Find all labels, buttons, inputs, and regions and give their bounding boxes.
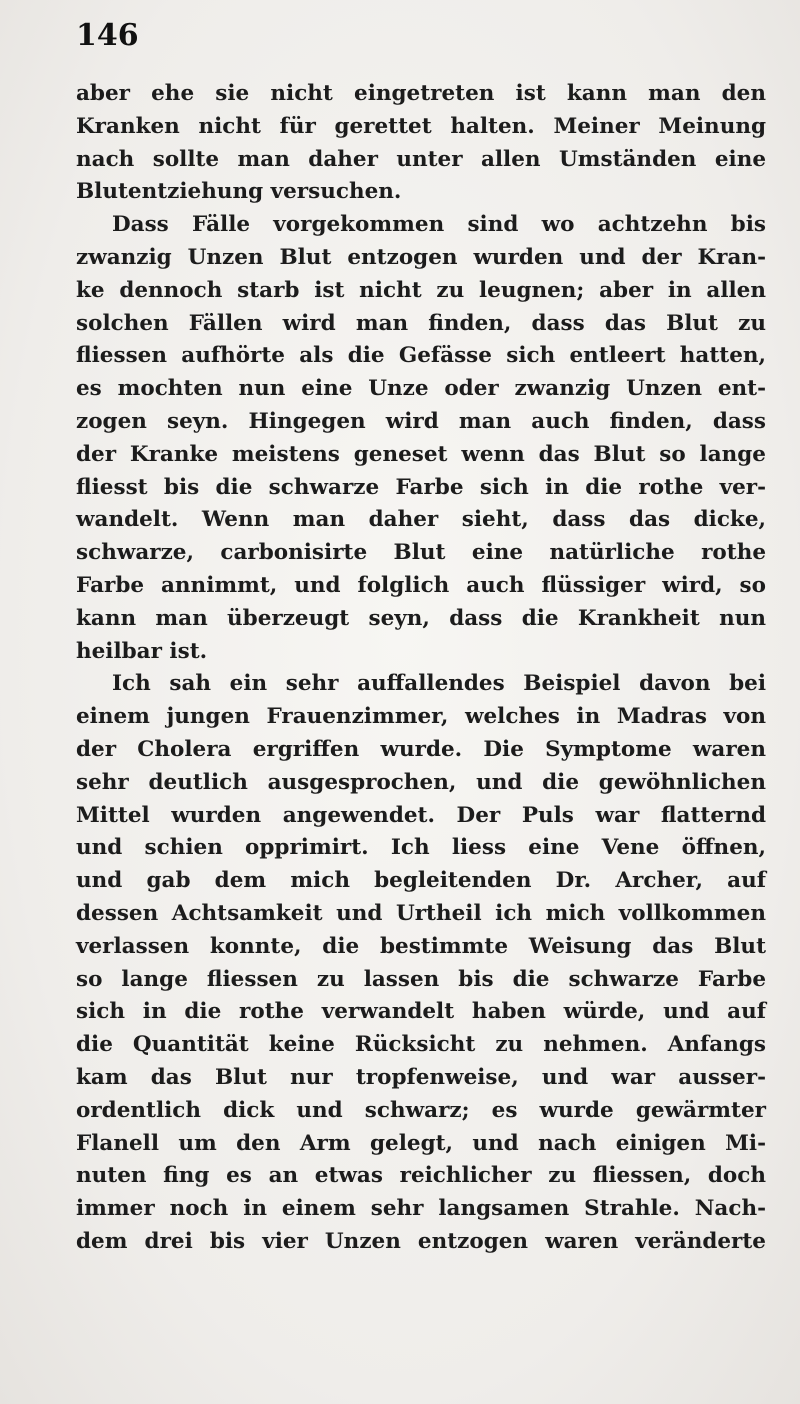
text-line: Kranken nicht für gerettet halten. Meiner Meinung <box>76 113 766 139</box>
text-line: Dass Fälle vorgekommen sind wo achtzehn bis <box>112 212 766 238</box>
text-line: wandelt. Wenn man daher sieht, dass das dicke, <box>76 507 766 533</box>
text-line: Flanell um den Arm gelegt, und nach einigen Mi- <box>76 1130 766 1156</box>
text-line: kann man überzeugt seyn, dass die Krankheit nun <box>76 605 766 631</box>
text-line: zwanzig Unzen Blut entzogen wurden und der Kran- <box>76 244 766 270</box>
text-line: die Quantität keine Rücksicht zu nehmen. Anfangs <box>76 1032 766 1058</box>
text-line: sehr deutlich ausgesprochen, und die gewöhnlichen <box>76 769 766 795</box>
text-line: ke dennoch starb ist nicht zu leugnen; aber in allen <box>76 277 766 303</box>
text-line: der Kranke meistens geneset wenn das Blut so lange <box>76 441 766 467</box>
text-line: so lange fliessen zu lassen bis die schwarze Farbe <box>76 966 766 992</box>
text-line: der Cholera ergriffen wurde. Die Symptome waren <box>76 736 766 762</box>
text-line: und schien opprimirt. Ich liess eine Vene öffnen, <box>76 835 766 861</box>
text-line: heilbar ist. <box>76 638 208 664</box>
text-line: sich in die rothe verwandelt haben würde, und auf <box>76 999 766 1025</box>
text-line: Mittel wurden angewendet. Der Puls war flatternd <box>76 802 766 828</box>
body-text <box>76 78 766 1259</box>
text-line: einem jungen Frauenzimmer, welches in Madras von <box>76 704 766 730</box>
text-line: fliessen aufhörte als die Gefässe sich entleert hatten, <box>76 343 766 369</box>
text-line: es mochten nun eine Unze oder zwanzig Unzen ent- <box>76 376 766 402</box>
text-line: ordentlich dick und schwarz; es wurde gewärmter <box>76 1097 766 1123</box>
text-line: nach sollte man daher unter allen Umständen eine <box>76 146 766 172</box>
text-line: dessen Achtsamkeit und Urtheil ich mich vollkommen <box>76 900 766 926</box>
text-line: kam das Blut nur tropfenweise, und war ausser- <box>76 1064 766 1090</box>
page-number: 146 <box>76 18 139 53</box>
text-line: Blutentziehung versuchen. <box>76 179 402 205</box>
text-line: und gab dem mich begleitenden Dr. Archer, auf <box>76 868 766 894</box>
text-line: Ich sah ein sehr auffallendes Beispiel davon bei <box>112 671 766 697</box>
text-line: immer noch in einem sehr langsamen Strahle. Nach- <box>76 1196 766 1222</box>
text-line: Farbe annimmt, und folglich auch flüssiger wird, so <box>76 572 766 598</box>
text-line: aber ehe sie nicht eingetreten ist kann man den <box>76 81 766 106</box>
text-line: nuten fing es an etwas reichlicher zu fliessen, doch <box>76 1163 766 1189</box>
text-line: solchen Fällen wird man finden, dass das Blut zu <box>76 310 766 336</box>
text-line: verlassen konnte, die bestimmte Weisung das Blut <box>76 933 766 959</box>
text-line: schwarze, carbonisirte Blut eine natürliche rothe <box>76 540 766 566</box>
text-line: fliesst bis die schwarze Farbe sich in die rothe ver- <box>76 474 766 500</box>
text-line: zogen seyn. Hingegen wird man auch finden, dass <box>76 408 766 434</box>
text-line: dem drei bis vier Unzen entzogen waren veränderte <box>76 1228 766 1254</box>
